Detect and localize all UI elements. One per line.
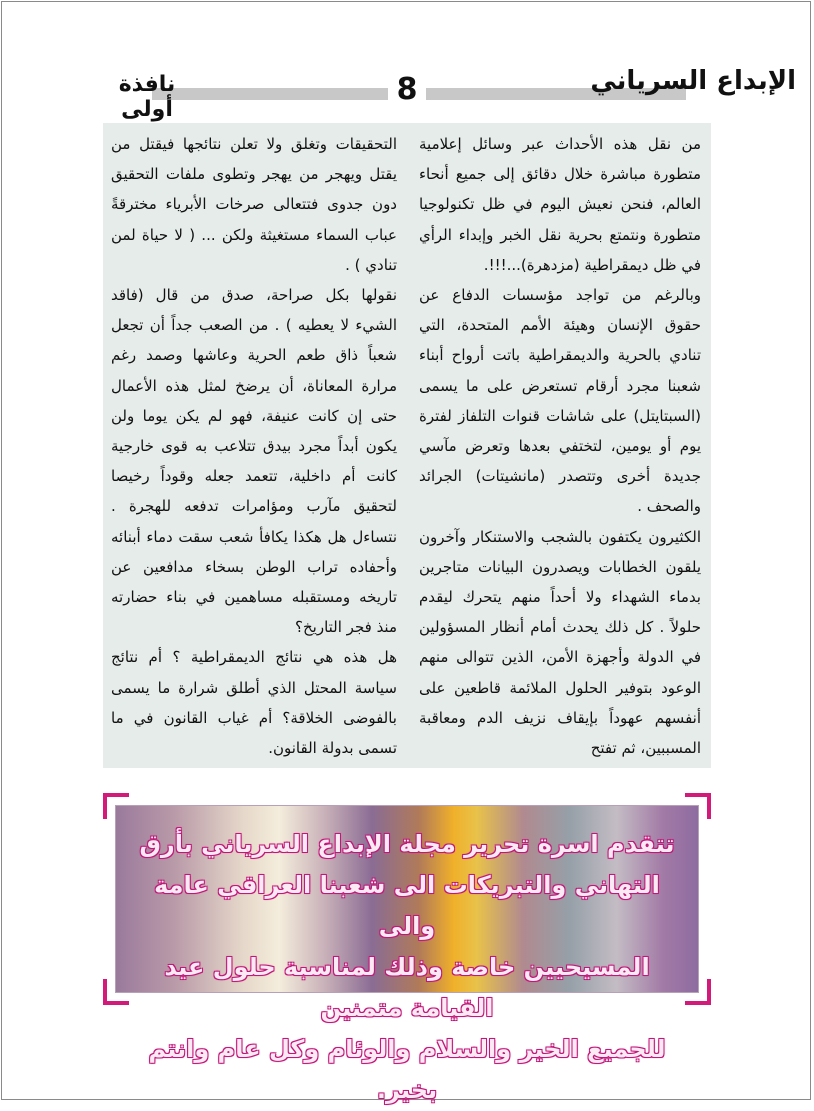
- magazine-title: الإبداع السرياني: [590, 66, 796, 96]
- greeting-line: التهاني والتبريكات الى شعبنا العراقي عامة والى: [154, 871, 660, 940]
- paragraph: من نقل هذه الأحداث عبر وسائل إعلامية متطورة مباشرة خلال دقائق إلى جميع أنحاء العالم، فنحن نعيش اليوم في ظل تكنولوجيا متطورة ونتمتع بحرية نقل الخبر وإبداء الرأي في ظل ديمقراطية (مزدهرة)...!!!.: [419, 135, 701, 274]
- greeting-line: تتقدم اسرة تحرير مجلة الإبداع السرياني بأرق: [139, 830, 675, 858]
- article-column-left: [111, 129, 397, 763]
- paragraph: نقولها بكل صراحة، صدق من قال (فاقد الشيء لا يعطيه ) . من الصعب جداً أن تجعل شعباً ذاق طعم الحرية وعاشها وصمد رغم مرارة المعاناة، أن يرضخ لمثل هذه الأعمال حتى إن كانت عنيفة، فهو لم يكن يوما ولن يكون أبداً مجرد بيدق تتلاعب به قوى خارجية كانت أم داخلية، تتعمد جعله وقوداً رخيصا لتحقيق مآرب ومؤامرات تدفعه للهجرة . نتساءل هل هكذا يكافأ شعب سقت دماء أبنائه وأحفاده تراب الوطن بسخاء مدافعين عن تاريخه ومستقبله مساهمين في بناء حضارته منذ فجر التاريخ؟: [111, 286, 397, 637]
- paragraph: هل هذه هي نتائج الديمقراطية ؟ أم نتائج سياسة المحتل الذي أطلق شرارة ما يسمى بالفوضى الخلاقة؟ أم غياب القانون في ما تسمى بدولة القانون.: [111, 648, 397, 758]
- article-box: [103, 123, 711, 768]
- greeting-box: [115, 805, 699, 1104]
- article-column-right: [419, 129, 701, 763]
- section-title: نافذة أولى: [118, 72, 176, 122]
- greeting-line: المسيحيين خاصة وذلك لمناسبة حلول عيد القيامة متمنين: [164, 953, 650, 1022]
- paragraph: الكثيرون يكتفون بالشجب والاستنكار وآخرون يلقون الخطابات ويصدرون البيانات متاجرين بدماء الشهداء ولا أحداً منهم يتحرك ليقدم حلولاً . كل ذلك يحدث أمام أنظار المسؤولين في الدولة وأجهزة الأمن، الذين تتوالى منهم الوعود بتوفير الحلول الملائمة قاطعين على أنفسهم عهوداً بإيقاف نزيف الدم ومعاقبة المسببين، ثم تفتح: [419, 527, 701, 758]
- page-number: 8: [396, 72, 418, 107]
- greeting-frame: [103, 793, 711, 1104]
- greeting-text: [126, 824, 688, 1111]
- paragraph: وبالرغم من تواجد مؤسسات الدفاع عن حقوق الإنسان وهيئة الأمم المتحدة، التي تنادي بالحرية والديمقراطية باتت أرواح أبناء شعبنا مجرد أرقام تستعرض على ما يسمى (السبتايتل) على شاشات قنوات التلفاز لفترة يوم أو يومين، لتختفي بعدها وتعرض مآسي جديدة أخرى وتتصدر (مانشيتات) الجرائد والصحف .: [419, 286, 701, 516]
- paragraph: التحقيقات وتغلق ولا تعلن نتائجها فيقتل من يقتل ويهجر من يهجر وتطوى ملفات التحقيق دون جدوى فتتعالى صرخات الأبرياء مخترقةً عباب السماء مستغيثة ولكن ... ( لا حياة لمن تنادي ) .: [111, 135, 397, 274]
- greeting-line: للجميع الخير والسلام والوئام وكل عام وانتم بخير.: [148, 1035, 666, 1104]
